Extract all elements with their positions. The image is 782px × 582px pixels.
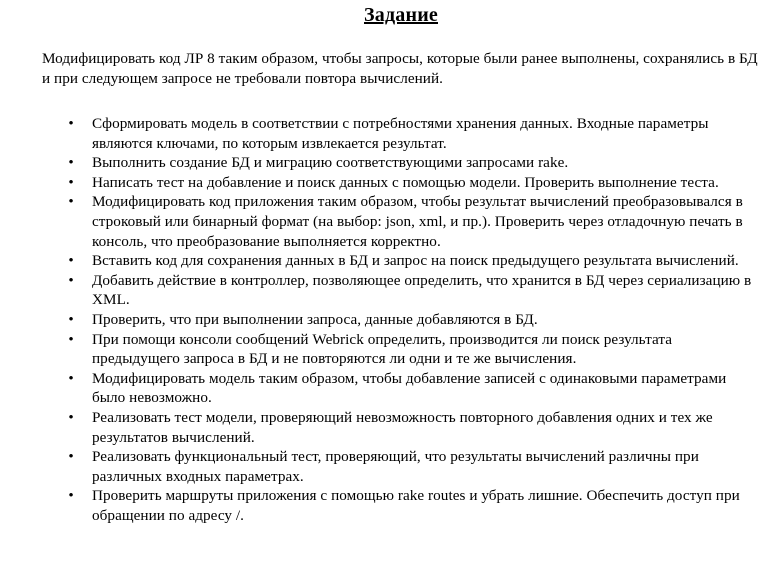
task-text: При помощи консоли сообщений Webrick определить, производится ли поиск результата предыдущего запроса в БД и не повторяются ли одни и те же вычисления. <box>92 330 672 368</box>
task-text: Добавить действие в контроллер, позволяющее определить, что хранится в БД через сериализацию в XML. <box>92 271 752 309</box>
task-item <box>42 408 760 447</box>
bullet-icon <box>66 251 76 271</box>
task-item <box>42 486 760 525</box>
task-text: Выполнить создание БД и миграцию соответствующими запросами rake. <box>92 154 569 172</box>
bullet-icon <box>66 369 76 389</box>
document-title: Задание <box>364 4 438 26</box>
task-list <box>42 114 760 525</box>
bullet-icon <box>66 486 76 506</box>
task-text: Реализовать тест модели, проверяющий невозможность повторного добавления одних и тех же результатов вычислений. <box>92 408 713 446</box>
task-item <box>42 114 760 153</box>
task-item <box>42 153 760 173</box>
bullet-icon <box>66 153 76 173</box>
bullet-icon <box>66 447 76 467</box>
task-item <box>42 369 760 408</box>
task-item <box>42 271 760 310</box>
bullet-icon <box>66 271 76 291</box>
task-item <box>42 310 760 330</box>
bullet-icon <box>66 310 76 330</box>
task-item <box>42 173 760 193</box>
task-text: Написать тест на добавление и поиск данных с помощью модели. Проверить выполнение теста. <box>92 173 719 191</box>
task-item <box>42 251 760 271</box>
bullet-icon <box>66 114 76 134</box>
task-text: Реализовать функциональный тест, проверяющий, что результаты вычислений различны при различных входных параметрах. <box>92 448 699 485</box>
bullet-icon <box>66 192 76 212</box>
task-text: Модифицировать код приложения таким образом, чтобы результат вычислений преобразовывался в строковый или бинарный формат (на выбор: json, xml, и пр.). Проверить через отладочную печать в консоль, что преобразование выполняется корректно. <box>92 193 743 250</box>
task-text: Сформировать модель в соответствии с потребностями хранения данных. Входные параметры являются ключами, по которым извлекается результат. <box>92 115 709 152</box>
task-text: Вставить код для сохранения данных в БД и запрос на поиск предыдущего результата вычислений. <box>92 252 739 270</box>
bullet-icon <box>66 173 76 193</box>
task-text: Проверить, что при выполнении запроса, данные добавляются в БД. <box>92 310 538 328</box>
bullet-icon <box>66 330 76 350</box>
task-item <box>42 447 760 486</box>
task-text: Проверить маршруты приложения с помощью rake routes и убрать лишние. Обеспечить доступ при обращении по адресу /. <box>92 487 740 524</box>
task-item <box>42 330 760 369</box>
bullet-icon <box>66 408 76 428</box>
task-text: Модифицировать модель таким образом, чтобы добавление записей с одинаковыми параметрами было невозможно. <box>92 369 727 407</box>
intro-paragraph: Модифицировать код ЛР 8 таким образом, чтобы запросы, которые были ранее выполнены, сохранялись в БД и при следующем запросе не требовали повтора вычислений. <box>42 50 758 87</box>
task-item <box>42 192 760 251</box>
